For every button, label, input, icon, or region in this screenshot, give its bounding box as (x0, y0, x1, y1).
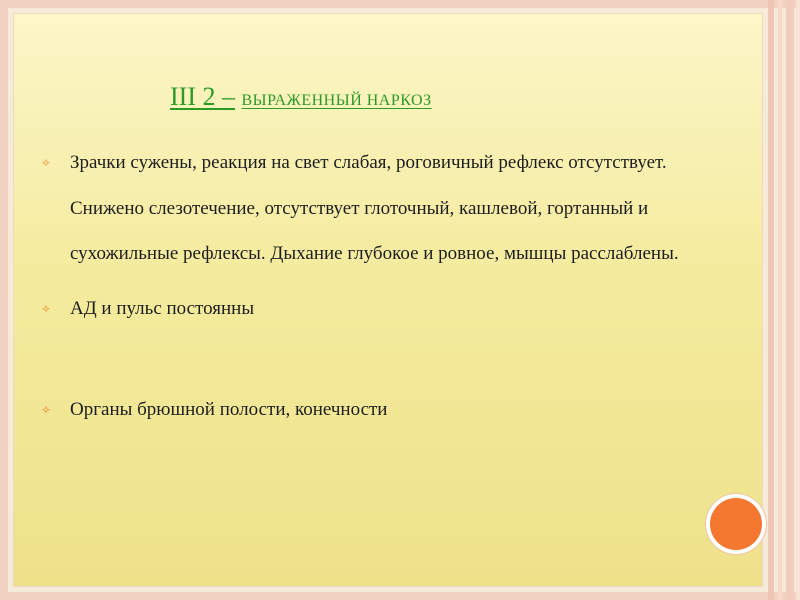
bullet-square-icon: ⟡ (42, 402, 50, 416)
slide-title-main: III 2 – (170, 82, 235, 111)
bullet-item (40, 387, 680, 433)
slide-title-caps: ВЫРАЖЕННЫЙ НАРКОЗ (241, 92, 432, 109)
bullet-item (40, 286, 680, 332)
bullet-square-icon: ⟡ (42, 155, 50, 169)
slide-border-left (0, 0, 8, 600)
bullet-square-icon: ⟡ (42, 300, 50, 315)
slide-border-top (0, 0, 800, 8)
slide-border-bottom (0, 592, 800, 600)
decorative-stripe (768, 0, 774, 600)
decorative-orange-circle (710, 498, 762, 550)
bullet-text: Органы брюшной полости, конечности (70, 399, 388, 420)
decorative-stripe (786, 0, 794, 600)
bullet-text: Зрачки сужены, реакция на свет слабая, роговичный рефлекс отсутствует. Снижено слезотечение, отсутствует глоточный, кашлевой, гортанный и сухожильные рефлексы. Дыхание глубокое и ровное, мышцы расслаблены. (70, 152, 679, 264)
bullet-item (40, 140, 680, 277)
decorative-stripe (796, 0, 800, 600)
bullet-text: АД и пульс постоянны (70, 297, 255, 319)
bullet-list (40, 140, 680, 433)
slide-title (170, 82, 670, 112)
decorative-stripe (778, 0, 782, 600)
